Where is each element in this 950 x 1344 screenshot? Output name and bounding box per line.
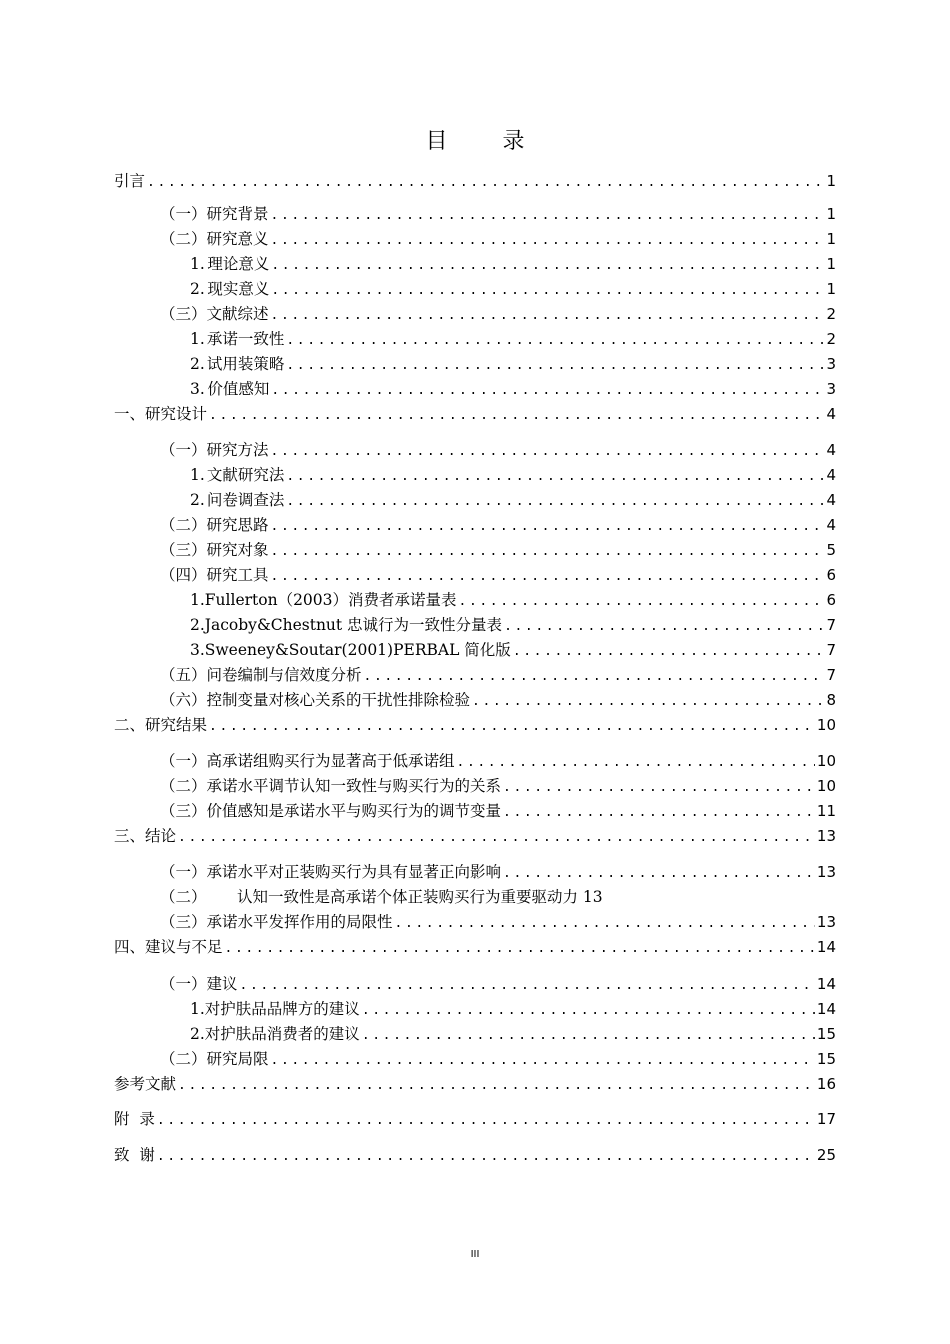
toc-entry-number: 1. (190, 591, 205, 609)
toc-leader-dots (286, 494, 824, 509)
toc-leader-dots (364, 669, 825, 684)
toc-entry-page: 13 (816, 863, 836, 881)
toc-entry-page: 13 (816, 827, 836, 845)
toc-entry-number: 二、 (114, 716, 146, 734)
toc-entry-label: 对护肤品品牌方的建议 (204, 1000, 360, 1018)
toc-entry-page: 10 (816, 777, 836, 795)
toc-leader-dots (178, 1078, 815, 1093)
toc-entry[interactable] (160, 972, 836, 994)
toc-entry-label: 高承诺组购买行为显著高于低承诺组 (206, 752, 455, 770)
toc-leader-dots (362, 1028, 815, 1043)
page-number-footer: III (470, 1249, 480, 1260)
toc-leader-dots (157, 1113, 815, 1128)
toc-entry[interactable] (114, 713, 836, 735)
toc-leader-dots (271, 519, 825, 534)
toc-entry-number: 2. (190, 616, 205, 634)
toc-entry-number: （一） (160, 975, 207, 993)
toc-entry[interactable] (160, 563, 836, 585)
toc-entry-label: 研究意义 (206, 230, 269, 248)
toc-entry[interactable] (160, 997, 836, 1019)
toc-entry[interactable] (160, 1047, 836, 1069)
toc-entry[interactable] (114, 402, 836, 424)
toc-entry-label: 价值感知 (207, 380, 270, 398)
toc-entry-number: （三） (160, 802, 207, 820)
toc-entry-label: 承诺一致性 (206, 330, 285, 348)
toc-entry[interactable] (160, 513, 836, 535)
toc-entry-number: （二） (160, 516, 207, 534)
toc-leader-dots (271, 233, 825, 248)
toc-entry-label: 承诺水平调节认知一致性与购买行为的关系 (206, 777, 502, 795)
toc-entry-label: 研究背景 (206, 205, 269, 223)
toc-entry[interactable] (160, 252, 836, 274)
toc-entry-number: （一） (160, 441, 207, 459)
toc-entry[interactable] (160, 377, 836, 399)
toc-entry[interactable] (114, 1143, 836, 1165)
toc-entry-page: 1 (826, 172, 836, 190)
toc-entry[interactable] (160, 860, 836, 882)
toc-entry[interactable] (160, 227, 836, 249)
toc-entry-page: 4 (826, 405, 836, 423)
toc-entry[interactable] (160, 488, 836, 510)
toc-entry-page: 4 (826, 516, 836, 534)
toc-leader-dots (240, 978, 815, 993)
toc-entry-number: （三） (160, 913, 207, 931)
toc-entry[interactable] (160, 688, 836, 710)
toc-entry-label: 理论意义 (207, 255, 270, 273)
toc-entry-page: 11 (816, 802, 836, 820)
toc-entry-number: 3. (190, 380, 205, 398)
toc-entry[interactable] (114, 1072, 836, 1094)
toc-entry[interactable] (160, 352, 836, 374)
toc-entry[interactable] (160, 749, 836, 771)
toc-entry-page: 1 (826, 280, 836, 298)
toc-entry-page: 7 (826, 616, 836, 634)
toc-entry-label: 研究设计 (145, 405, 208, 423)
toc-entry-label: 研究工具 (206, 566, 269, 584)
toc-entry-number: 四、 (114, 938, 146, 956)
toc-entry-label: 现实意义 (207, 280, 270, 298)
toc-leader-dots (157, 1149, 815, 1164)
toc-entry-label: 研究方法 (206, 441, 269, 459)
toc-entry-number: 三、 (114, 827, 146, 845)
toc-leader-dots (271, 383, 824, 398)
toc-leader-dots (271, 208, 825, 223)
toc-entry-label: 结论 (145, 827, 177, 845)
toc-entry-number: 1. (190, 330, 205, 348)
toc-entry-label: Sweeney&Soutar(2001)PERBAL 简化版 (204, 641, 511, 659)
toc-entry-label: 控制变量对核心关系的干扰性排除检验 (206, 691, 471, 709)
toc-entry-label: 建议与不足 (145, 938, 223, 956)
toc-entry-page: 4 (826, 466, 836, 484)
toc-entry-number: （二） (160, 888, 207, 906)
toc-entry-page: 2 (826, 330, 836, 348)
toc-leader-dots (286, 358, 824, 373)
toc-entry[interactable] (114, 935, 836, 957)
toc-entry-number: 2. (190, 280, 205, 298)
toc-leader-dots (209, 719, 815, 734)
toc-leader-dots (271, 1053, 815, 1068)
toc-leader-dots (472, 694, 824, 709)
toc-entry-number: 1. (190, 1000, 205, 1018)
toc-entry-label: 参考文献 (114, 1075, 177, 1093)
toc-leader-dots (362, 1003, 815, 1018)
toc-leader-dots (271, 258, 824, 273)
toc-entry-number: （三） (160, 541, 207, 559)
toc-entry-page: 14 (816, 938, 836, 956)
toc-leader-dots (271, 308, 825, 323)
toc-entry-label: 研究对象 (206, 541, 269, 559)
toc-entry[interactable] (160, 463, 836, 485)
toc-entry-page: 1 (826, 255, 836, 273)
toc-entry-label: 对护肤品消费者的建议 (204, 1025, 360, 1043)
toc-entry-page: 8 (826, 691, 836, 709)
toc-entry-label: 研究结果 (145, 716, 208, 734)
toc-leader-dots (271, 544, 825, 559)
toc-entry-page: 16 (816, 1075, 836, 1093)
toc-entry-page: 3 (826, 355, 836, 373)
toc-entry-label: 承诺水平发挥作用的局限性 (206, 913, 393, 931)
toc-entry[interactable] (160, 302, 836, 324)
toc-entry-page: 7 (826, 666, 836, 684)
toc-entry[interactable] (160, 588, 836, 610)
toc-entry-page: 5 (826, 541, 836, 559)
toc-leader-dots (503, 805, 815, 820)
toc-entry-page: 7 (826, 641, 836, 659)
toc-entry[interactable] (160, 799, 836, 821)
toc-entry[interactable] (160, 1022, 836, 1044)
toc-entry[interactable] (160, 910, 836, 932)
toc-entry-page: 15 (816, 1050, 836, 1068)
toc-entry-number: （三） (160, 305, 207, 323)
toc-entry-number: （六） (160, 691, 207, 709)
toc-entry-page: 14 (816, 975, 836, 993)
toc-title: 目 录 (425, 129, 549, 154)
toc-leader-dots (503, 780, 815, 795)
toc-leader-dots (513, 644, 825, 659)
toc-entry-page: 13 (816, 913, 836, 931)
toc-entry-label: 致 谢 (114, 1146, 155, 1164)
toc-leader-dots (209, 408, 824, 423)
toc-entry[interactable] (160, 613, 836, 635)
toc-leader-dots (395, 916, 815, 931)
toc-entry-page: 1 (826, 205, 836, 223)
toc-entry-page: 25 (816, 1146, 836, 1164)
toc-entry-number: （一） (160, 863, 207, 881)
toc-entry[interactable] (160, 663, 836, 685)
toc-entry-number: 1. (190, 255, 205, 273)
toc-entry-label: 承诺水平对正装购买行为具有显著正向影响 (206, 863, 502, 881)
toc-entry-page: 4 (826, 491, 836, 509)
toc-entry-page: 3 (826, 380, 836, 398)
toc-entry-number: （一） (160, 752, 207, 770)
toc-leader-dots (503, 866, 815, 881)
toc-entry-label: 研究思路 (206, 516, 269, 534)
toc-entry[interactable] (160, 277, 836, 299)
toc-entry[interactable] (114, 824, 836, 846)
toc-entry-number: （二） (160, 230, 207, 248)
toc-entry-label: Jacoby&Chestnut 忠诚行为一致性分量表 (204, 616, 503, 634)
toc-entry-page: 10 (816, 752, 836, 770)
toc-entry-label: 文献综述 (206, 305, 269, 323)
toc-entry-number: 1. (190, 466, 205, 484)
toc-leader-dots (457, 755, 815, 770)
toc-entry-label: 附 录 (114, 1110, 155, 1128)
toc-leader-dots (459, 594, 825, 609)
toc-entry-page: 17 (816, 1110, 836, 1128)
toc-entry-label: Fullerton（2003）消费者承诺量表 (204, 591, 457, 609)
toc-entry-page: 14 (816, 1000, 836, 1018)
toc-entry[interactable] (160, 885, 836, 907)
toc-entry-number: 3. (190, 641, 205, 659)
toc-entry-page: 6 (826, 591, 836, 609)
toc-entry-number: 2. (190, 491, 205, 509)
toc-leader-dots (271, 283, 824, 298)
toc-entry-label: 研究局限 (206, 1050, 269, 1068)
toc-entry-number: （五） (160, 666, 207, 684)
toc-entry-label: 引言 (114, 172, 146, 190)
toc-entry-label: 建议 (206, 975, 238, 993)
toc-entry-page: 1 (826, 230, 836, 248)
toc-leader-dots (271, 444, 825, 459)
toc-entry-page: 15 (816, 1025, 836, 1043)
toc-entry-number: （二） (160, 1050, 207, 1068)
toc-entry[interactable] (160, 327, 836, 349)
toc-entry-label: 价值感知是承诺水平与购买行为的调节变量 (206, 802, 502, 820)
toc-entry-label: 问卷调查法 (206, 491, 285, 509)
toc-leader-dots (271, 569, 825, 584)
toc-entry[interactable] (114, 1107, 836, 1129)
toc-entry-label: 文献研究法 (206, 466, 285, 484)
toc-entry-label: 问卷编制与信效度分析 (206, 666, 362, 684)
toc-leader-dots (504, 619, 824, 634)
toc-entry[interactable] (160, 774, 836, 796)
toc-entry[interactable] (114, 169, 836, 191)
toc-leader-dots (147, 175, 824, 190)
toc-entry-number: 2. (190, 355, 205, 373)
toc-entry[interactable] (160, 202, 836, 224)
toc-entry-number: （一） (160, 205, 207, 223)
toc-entry-number: 2. (190, 1025, 205, 1043)
toc-leader-dots (225, 941, 815, 956)
toc-entry-page: 4 (826, 441, 836, 459)
toc-leader-dots (178, 830, 815, 845)
toc-entry-number: 一、 (114, 405, 146, 423)
toc-entry-page: 6 (826, 566, 836, 584)
toc-entry-number: （二） (160, 777, 207, 795)
toc-entry[interactable] (160, 538, 836, 560)
toc-entry[interactable] (160, 438, 836, 460)
toc-entry[interactable] (160, 638, 836, 660)
toc-entry-label: 认知一致性是高承诺个体正装购买行为重要驱动力 13 (237, 888, 603, 906)
toc-leader-dots (286, 469, 824, 484)
toc-entry-page: 2 (826, 305, 836, 323)
toc-leader-dots (286, 333, 824, 348)
toc-entry-page: 10 (816, 716, 836, 734)
toc-entry-number: （四） (160, 566, 207, 584)
toc-entry-label: 试用装策略 (206, 355, 285, 373)
